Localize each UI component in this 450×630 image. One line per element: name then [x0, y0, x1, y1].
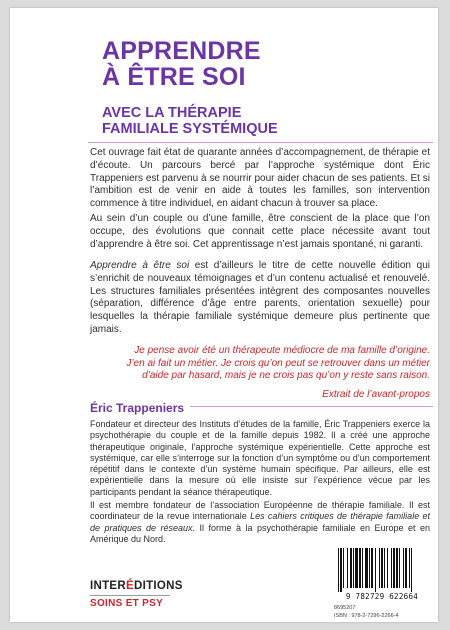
- barcode-bar: [359, 548, 361, 588]
- barcode-bar: [355, 548, 358, 588]
- book-title: [102, 38, 402, 90]
- title-line-1: APPRENDRE: [102, 37, 261, 65]
- barcode-bar: [403, 548, 404, 588]
- publisher-name-part-2: DITIONS: [133, 580, 183, 592]
- collection-name: SOINS ET PSY: [90, 598, 164, 609]
- barcode-bar: [387, 548, 388, 588]
- barcode-bar: [353, 548, 354, 588]
- quote-line-2: J’en ai fait un métier. Je crois qu’on peut se retrouver dans un métier: [126, 357, 430, 369]
- author-quote: [96, 345, 430, 383]
- barcode-bar: [375, 548, 376, 592]
- journal-title-italic: Les cahiers critiques de thérapie familiale et de pratiques de réseaux: [90, 511, 430, 533]
- quote-source: Extrait de l’avant-propos: [322, 389, 430, 400]
- barcode-bar: [405, 548, 407, 588]
- publisher-name-part-1: INTER: [90, 580, 126, 592]
- description-paragraph-1: Cet ouvrage fait état de quarante années d’accompagnement, de thérapie et d’écoute. Un parcours bercé par l’approche systémique dont Éric Trappeniers est parvenu à se nourrir pour aider chacun de ses patients. Et si l’ambition est de venir en aide à toutes les familles, son intervention commence à titre individuel, en aidant chacun à trouver sa place.: [90, 147, 430, 210]
- barcode-bar: [379, 548, 380, 588]
- description-paragraph-3: [90, 260, 430, 337]
- subtitle-line-1: AVEC LA THÉRAPIE: [102, 105, 242, 121]
- barcode-bars: [334, 548, 430, 592]
- edition-title-italic: Apprendre à être soi: [90, 260, 190, 271]
- subtitle-line-2: FAMILIALE SYSTÉMIQUE: [102, 121, 278, 137]
- product-code: 8695207: [334, 605, 356, 611]
- barcode-bar: [340, 548, 342, 592]
- barcode-bar: [399, 548, 400, 588]
- barcode-bar: [409, 548, 410, 588]
- barcode-bar: [350, 548, 352, 588]
- author-name: Éric Trappeniers: [90, 401, 190, 415]
- barcode-bar: [391, 548, 392, 588]
- bio2-end: . Il forme à la psychothérapie familiale en Europe et en Amérique du Nord.: [90, 522, 430, 544]
- quote-line-3: d’aide par hasard, mais je ne crois pas qu’on y reste sans raison.: [142, 370, 430, 381]
- barcode-bar: [362, 548, 363, 588]
- publisher-logo-bar: [90, 595, 170, 596]
- book-subtitle: [102, 105, 402, 137]
- author-bio-paragraph-1: Fondateur et directeur des Instituts d’études de la famille, Éric Trappeniers exerce la psychothérapie du couple et de la famille depuis 1982. Il a créé une approche thérapeutique originale, l’approche systémique expérientielle. Cette approche est systémique, car elle s’interroge sur la fonction d’un symptôme ou d’un comportement répétitif dans le contexte d’un système humain spécifique. Par ailleurs, elle est expérientielle dans la mesure où elle insiste sur l’expérience vécue par les participants pendant la séance thérapeutique.: [90, 419, 430, 497]
- barcode-bar: [343, 548, 344, 588]
- barcode-bar: [365, 548, 368, 588]
- publisher-name: [90, 580, 183, 592]
- description-paragraph-2: Au sein d’un couple ou d’une famille, être conscient de la place que l’on occupe, des évolutions que connait cette place nécessite avant tout d’apprendre à être soi. Cet apprentissage n’est jamais spontané, ni garanti.: [90, 213, 430, 250]
- author-bio-paragraph-2: [90, 500, 430, 545]
- barcode-bar: [411, 548, 412, 592]
- barcode-bar: [384, 548, 385, 588]
- barcode-bar: [369, 548, 370, 588]
- bio2-start: Il est membre fondateur de l’association Européenne de thérapie familiale. Il est coordinateur de la revue internationale: [90, 500, 430, 522]
- publisher-logo: [90, 580, 183, 609]
- barcode-bar: [393, 548, 395, 588]
- barcode-bar: [338, 548, 339, 592]
- title-line-2: À ÊTRE SOI: [102, 63, 246, 91]
- barcode-bar: [347, 548, 348, 588]
- barcode-bar: [396, 548, 398, 588]
- author-divider: [178, 406, 433, 407]
- paragraph-3-rest: est d’ailleurs le titre de cette nouvelle édition qui s’enrichit de nouveaux témoignages et d’un contenu actualisé et renouvelé. Les structures familiales présentées intègrent des composantes nouvelles (séparation, différence d’âge entre parents, orientation sexuelle) pour lesquelles la thérapie familiale systémique demeure plus pertinente que jamais.: [90, 260, 430, 335]
- quote-line-1: Je pense avoir été un thérapeute médiocre de ma famille d’origine.: [134, 345, 430, 356]
- isbn-number: ISBN : 978-2-7296-2266-4: [334, 613, 399, 619]
- book-back-cover: [10, 8, 438, 622]
- barcode-bar: [381, 548, 383, 588]
- barcode-digits: 9 782729 622664: [345, 592, 419, 601]
- barcode-bar: [371, 548, 373, 588]
- publisher-name-accent: É: [126, 580, 134, 592]
- barcode-graphic: [334, 548, 430, 592]
- top-divider: [88, 142, 433, 143]
